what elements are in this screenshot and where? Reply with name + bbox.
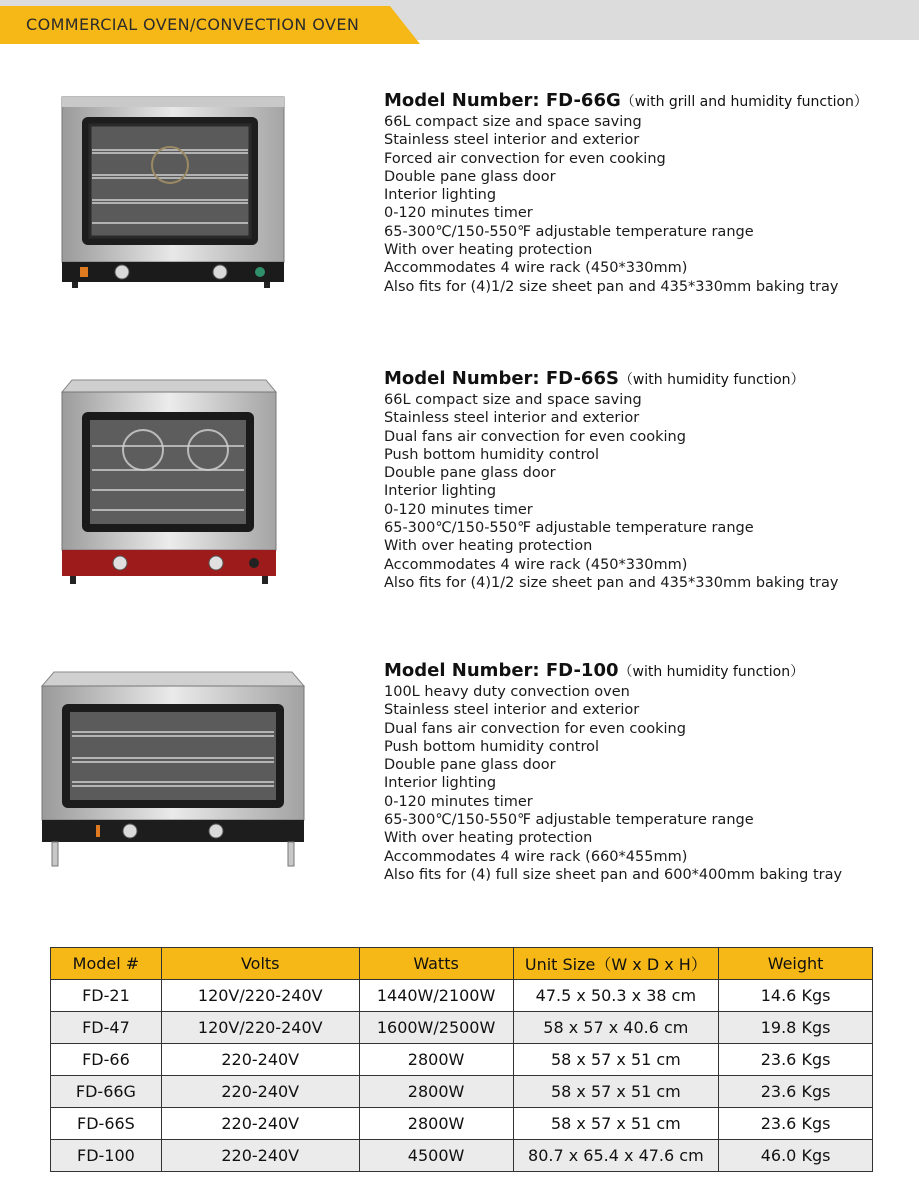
product-description — [384, 90, 868, 296]
feature-line: Double pane glass door — [384, 757, 556, 774]
table-row — [51, 1044, 873, 1076]
header-banner — [0, 0, 919, 44]
feature-line: Interior lighting — [384, 187, 497, 204]
table-cell: 120V/220-240V — [161, 1012, 359, 1044]
model-number: Model Number: FD-66G（with grill and humidity function） — [384, 90, 868, 111]
model-number: Model Number: FD-100（with humidity function） — [384, 660, 805, 681]
column-header: Weight — [719, 948, 873, 980]
feature-line: Stainless steel interior and exterior — [384, 410, 640, 427]
table-cell: FD-66G — [51, 1076, 162, 1108]
table-cell: FD-100 — [51, 1140, 162, 1172]
feature-line: 65-300℃/150-550℉ adjustable temperature range — [384, 812, 754, 829]
table-cell: 220-240V — [161, 1108, 359, 1140]
table-cell: 120V/220-240V — [161, 980, 359, 1012]
feature-line: 66L compact size and space saving — [384, 114, 642, 130]
table-cell: 23.6 Kgs — [719, 1044, 873, 1076]
feature-line: With over heating protection — [384, 242, 593, 259]
feature-line: 0-120 minutes timer — [384, 205, 533, 222]
product-description — [384, 660, 842, 884]
table-cell: 19.8 Kgs — [719, 1012, 873, 1044]
table-cell: FD-66S — [51, 1108, 162, 1140]
oven-fd-66s-image — [58, 378, 280, 588]
table-header-row — [51, 948, 873, 980]
feature-line: Stainless steel interior and exterior — [384, 132, 640, 149]
table-cell: FD-21 — [51, 980, 162, 1012]
feature-line: 100L heavy duty convection oven — [384, 684, 630, 700]
table-cell: 46.0 Kgs — [719, 1140, 873, 1172]
feature-line: Also fits for (4)1/2 size sheet pan and 435*330mm baking tray — [384, 574, 839, 591]
spec-table — [50, 947, 873, 1172]
feature-line: Forced air convection for even cooking — [384, 150, 666, 167]
table-row — [51, 1076, 873, 1108]
oven-fd-100-image — [38, 670, 308, 870]
table-cell: 58 x 57 x 51 cm — [513, 1108, 719, 1140]
table-row — [51, 980, 873, 1012]
feature-line: 65-300℃/150-550℉ adjustable temperature range — [384, 520, 754, 537]
table-cell: 58 x 57 x 51 cm — [513, 1044, 719, 1076]
column-header: Model # — [51, 948, 162, 980]
table-cell: FD-66 — [51, 1044, 162, 1076]
table-row — [51, 1108, 873, 1140]
feature-line: With over heating protection — [384, 830, 593, 847]
column-header: Volts — [161, 948, 359, 980]
feature-line: Dual fans air convection for even cooking — [384, 720, 686, 737]
table-row — [51, 1140, 873, 1172]
table-cell: 2800W — [359, 1108, 513, 1140]
column-header: Watts — [359, 948, 513, 980]
feature-line: Also fits for (4) full size sheet pan and 600*400mm baking tray — [384, 866, 843, 883]
feature-line: Accommodates 4 wire rack (660*455mm) — [384, 848, 688, 865]
column-header: Unit Size（W x D x H） — [513, 948, 719, 980]
feature-line: Accommodates 4 wire rack (450*330mm) — [384, 556, 688, 573]
table-cell: 4500W — [359, 1140, 513, 1172]
feature-line: Accommodates 4 wire rack (450*330mm) — [384, 260, 688, 277]
product-description — [384, 368, 838, 592]
table-cell: 80.7 x 65.4 x 47.6 cm — [513, 1140, 719, 1172]
function-note: （with grill and humidity function） — [620, 94, 868, 110]
table-cell: 58 x 57 x 51 cm — [513, 1076, 719, 1108]
table-cell: 1600W/2500W — [359, 1012, 513, 1044]
function-note: （with humidity function） — [618, 372, 805, 388]
table-cell: FD-47 — [51, 1012, 162, 1044]
table-cell: 220-240V — [161, 1044, 359, 1076]
table-cell: 1440W/2100W — [359, 980, 513, 1012]
feature-line: Push bottom humidity control — [384, 738, 599, 755]
feature-line: Double pane glass door — [384, 168, 556, 185]
feature-line: 0-120 minutes timer — [384, 501, 533, 518]
table-cell: 220-240V — [161, 1140, 359, 1172]
feature-line: Push bottom humidity control — [384, 446, 599, 463]
table-cell: 58 x 57 x 40.6 cm — [513, 1012, 719, 1044]
table-cell: 23.6 Kgs — [719, 1076, 873, 1108]
feature-line: Interior lighting — [384, 483, 497, 500]
feature-line: Dual fans air convection for even cooking — [384, 428, 686, 445]
feature-line: Stainless steel interior and exterior — [384, 702, 640, 719]
table-cell: 47.5 x 50.3 x 38 cm — [513, 980, 719, 1012]
function-note: （with humidity function） — [618, 664, 805, 680]
table-row — [51, 1012, 873, 1044]
table-cell: 2800W — [359, 1044, 513, 1076]
feature-line: Also fits for (4)1/2 size sheet pan and 435*330mm baking tray — [384, 278, 839, 295]
feature-line: 65-300℃/150-550℉ adjustable temperature range — [384, 223, 754, 240]
feature-line: Interior lighting — [384, 775, 497, 792]
feature-line: 0-120 minutes timer — [384, 793, 533, 810]
table-cell: 2800W — [359, 1076, 513, 1108]
feature-line: Double pane glass door — [384, 465, 556, 482]
page-title: COMMERCIAL OVEN/CONVECTION OVEN — [26, 15, 360, 34]
feature-line: 66L compact size and space saving — [384, 392, 642, 408]
table-cell: 220-240V — [161, 1076, 359, 1108]
table-cell: 23.6 Kgs — [719, 1108, 873, 1140]
oven-fd-66g-image — [58, 95, 288, 295]
table-cell: 14.6 Kgs — [719, 980, 873, 1012]
feature-line: With over heating protection — [384, 538, 593, 555]
model-number: Model Number: FD-66S（with humidity function） — [384, 368, 805, 389]
